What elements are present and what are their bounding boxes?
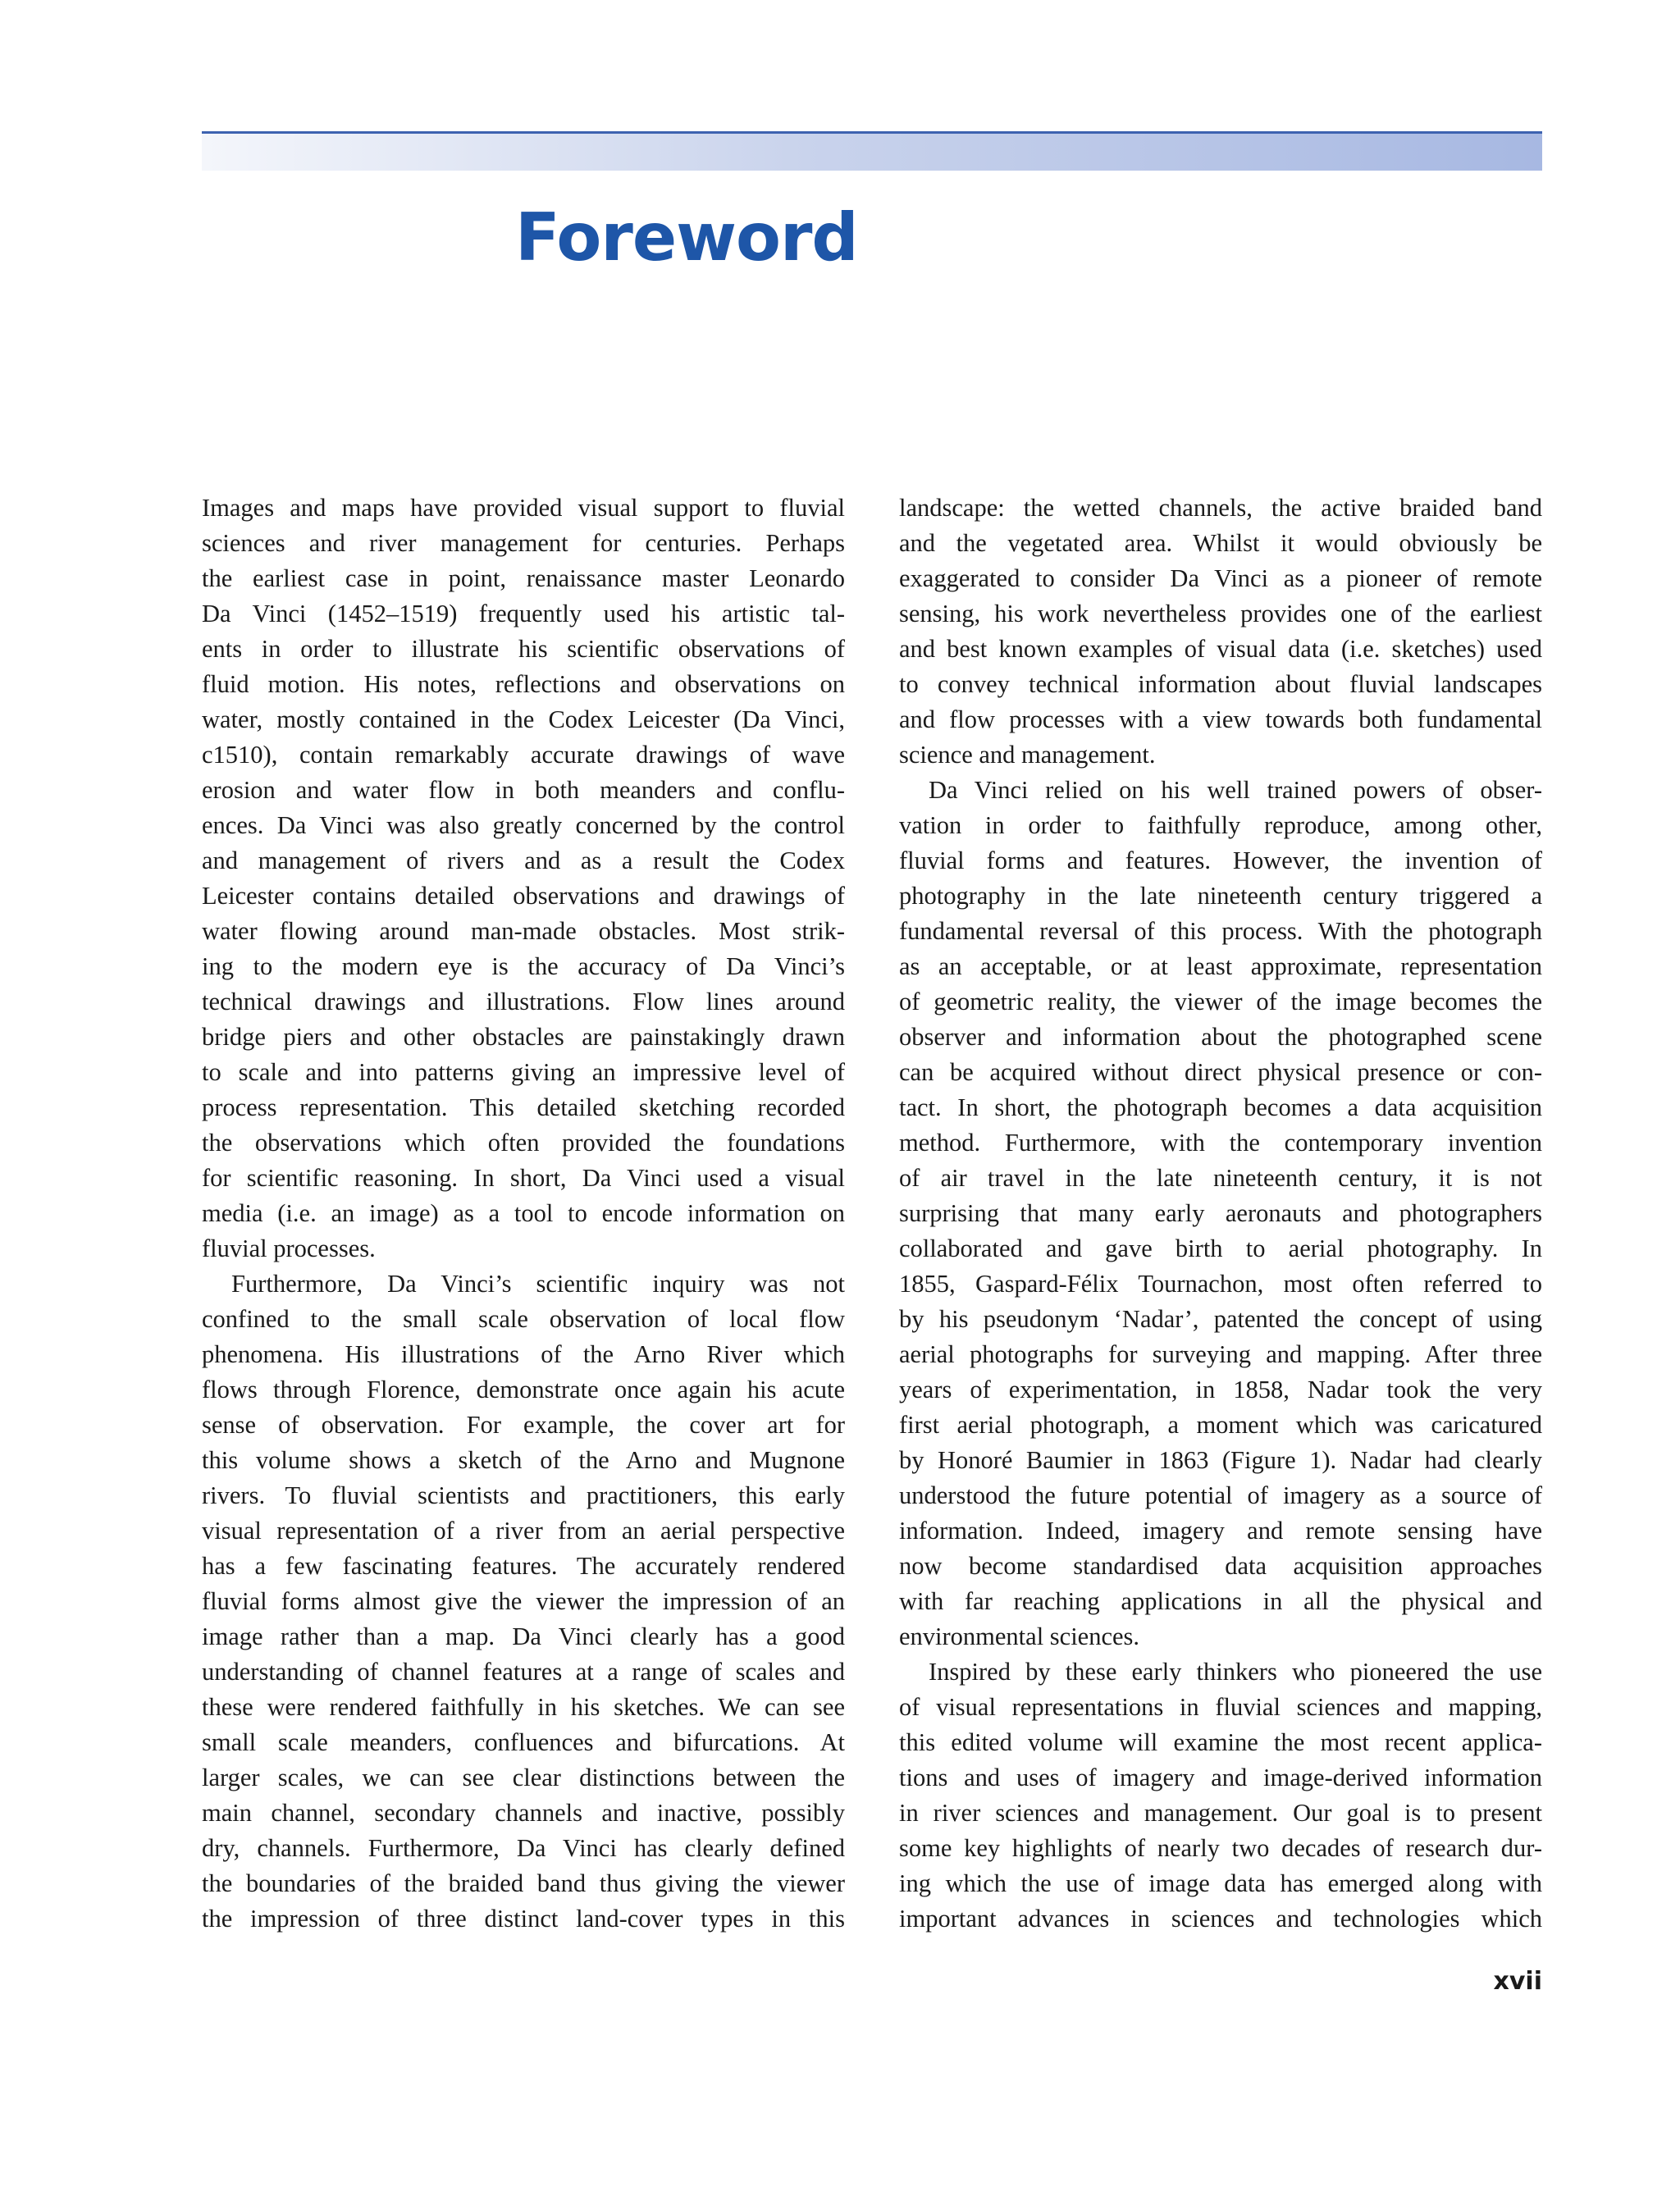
text-line: and flow processes with a view towards both fundamental: [899, 705, 1542, 733]
text-line: this volume shows a sketch of the Arno and Mugnone: [202, 1446, 845, 1474]
text-line: photography in the late nineteenth century triggered a: [899, 882, 1542, 910]
text-line: as an acceptable, or at least approximate, representation: [899, 952, 1542, 980]
text-line: ing which the use of image data has emerged along with: [899, 1869, 1542, 1897]
text-line: larger scales, we can see clear distinctions between the: [202, 1764, 845, 1791]
text-line: dry, channels. Furthermore, Da Vinci has clearly defined: [202, 1834, 845, 1862]
text-line: water flowing around man-made obstacles. Most strik-: [202, 917, 845, 945]
text-line: the earliest case in point, renaissance master Leonardo: [202, 564, 845, 592]
text-line: aerial photographs for surveying and mapping. After three: [899, 1340, 1542, 1368]
text-line: erosion and water flow in both meanders and conflu-: [202, 776, 845, 804]
text-line: information. Indeed, imagery and remote sensing have: [899, 1517, 1542, 1545]
text-line: confined to the small scale observation of local flow: [202, 1305, 845, 1333]
text-line: some key highlights of nearly two decades of research dur-: [899, 1834, 1542, 1862]
text-line: observer and information about the photographed scene: [899, 1023, 1542, 1051]
page-title: Foreword: [515, 199, 858, 276]
header-band: [202, 131, 1542, 171]
text-line: the boundaries of the braided band thus giving the viewer: [202, 1869, 845, 1897]
text-line: main channel, secondary channels and inactive, possibly: [202, 1799, 845, 1827]
text-line: to convey technical information about fluvial landscapes: [899, 670, 1542, 698]
page-number: xvii: [1493, 1967, 1542, 1996]
text-line: media (i.e. an image) as a tool to encode information on: [202, 1199, 845, 1227]
text-line: and the vegetated area. Whilst it would obviously be: [899, 529, 1542, 557]
text-line: for scientific reasoning. In short, Da Vinci used a visual: [202, 1164, 845, 1192]
text-line: to scale and into patterns giving an impressive level of: [202, 1058, 845, 1086]
text-line: vation in order to faithfully reproduce, among other,: [899, 811, 1542, 839]
text-line: by his pseudonym ‘Nadar’, patented the concept of using: [899, 1305, 1542, 1333]
text-line: fluid motion. His notes, reflections and observations on: [202, 670, 845, 698]
text-line: sensing, his work nevertheless provides one of the earliest: [899, 600, 1542, 628]
text-line: method. Furthermore, with the contemporary invention: [899, 1129, 1542, 1157]
text-line: image rather than a map. Da Vinci clearly has a good: [202, 1622, 845, 1650]
text-line: fundamental reversal of this process. With the photograph: [899, 917, 1542, 945]
text-line: of geometric reality, the viewer of the image becomes the: [899, 988, 1542, 1015]
text-line: important advances in sciences and technologies which: [899, 1905, 1542, 1933]
text-line: now become standardised data acquisition approaches: [899, 1552, 1542, 1580]
text-line: and management of rivers and as a result the Codex: [202, 847, 845, 874]
text-line: environmental sciences.: [899, 1622, 1140, 1650]
text-line: ences. Da Vinci was also greatly concerned by the control: [202, 811, 845, 839]
text-line: fluvial forms almost give the viewer the impression of an: [202, 1587, 845, 1615]
text-line: 1855, Gaspard-Félix Tournachon, most often referred to: [899, 1270, 1542, 1298]
text-line: years of experimentation, in 1858, Nadar took the very: [899, 1376, 1542, 1403]
text-line: sense of observation. For example, the cover art for: [202, 1411, 845, 1439]
text-line: the observations which often provided the foundations: [202, 1129, 845, 1157]
text-line: technical drawings and illustrations. Flow lines around: [202, 988, 845, 1015]
text-line: collaborated and gave birth to aerial photography. In: [899, 1234, 1542, 1262]
text-line: sciences and river management for centuries. Perhaps: [202, 529, 845, 557]
text-line: visual representation of a river from an aerial perspective: [202, 1517, 845, 1545]
left-column: [202, 491, 845, 1937]
text-line: phenomena. His illustrations of the Arno River which: [202, 1340, 845, 1368]
text-line: process representation. This detailed sketching recorded: [202, 1093, 845, 1121]
text-line: c1510), contain remarkably accurate drawings of wave: [202, 741, 845, 769]
text-line: by Honoré Baumier in 1863 (Figure 1). Nadar had clearly: [899, 1446, 1542, 1474]
text-line: science and management.: [899, 741, 1156, 769]
text-line: of air travel in the late nineteenth century, it is not: [899, 1164, 1542, 1192]
text-line: flows through Florence, demonstrate once again his acute: [202, 1376, 845, 1403]
text-line: understanding of channel features at a range of scales and: [202, 1658, 845, 1686]
text-line: tions and uses of imagery and image-derived information: [899, 1764, 1542, 1791]
text-line: Da Vinci (1452–1519) frequently used his artistic tal-: [202, 600, 845, 628]
text-line: the impression of three distinct land-cover types in this: [202, 1905, 845, 1933]
text-line: Leicester contains detailed observations and drawings of: [202, 882, 845, 910]
text-line: Furthermore, Da Vinci’s scientific inquiry was not: [231, 1270, 845, 1298]
text-line: ing to the modern eye is the accuracy of Da Vinci’s: [202, 952, 845, 980]
text-line: fluvial forms and features. However, the invention of: [899, 847, 1542, 874]
text-line: and best known examples of visual data (i.e. sketches) used: [899, 635, 1542, 663]
text-line: Da Vinci relied on his well trained powers of obser-: [929, 776, 1542, 804]
text-line: has a few fascinating features. The accurately rendered: [202, 1552, 845, 1580]
text-line: small scale meanders, confluences and bifurcations. At: [202, 1728, 845, 1756]
right-column: [899, 491, 1542, 1937]
text-line: fluvial processes.: [202, 1234, 376, 1262]
text-line: water, mostly contained in the Codex Leicester (Da Vinci,: [202, 705, 845, 733]
text-line: Inspired by these early thinkers who pioneered the use: [929, 1658, 1542, 1686]
text-line: in river sciences and management. Our goal is to present: [899, 1799, 1542, 1827]
text-line: this edited volume will examine the most recent applica-: [899, 1728, 1542, 1756]
text-line: rivers. To fluvial scientists and practitioners, this early: [202, 1481, 845, 1509]
text-line: with far reaching applications in all the physical and: [899, 1587, 1542, 1615]
text-line: can be acquired without direct physical presence or con-: [899, 1058, 1542, 1086]
text-line: Images and maps have provided visual support to fluvial: [202, 494, 845, 522]
text-line: landscape: the wetted channels, the active braided band: [899, 494, 1542, 522]
text-line: understood the future potential of imagery as a source of: [899, 1481, 1542, 1509]
text-line: surprising that many early aeronauts and photographers: [899, 1199, 1542, 1227]
text-line: first aerial photograph, a moment which was caricatured: [899, 1411, 1542, 1439]
text-line: tact. In short, the photograph becomes a data acquisition: [899, 1093, 1542, 1121]
text-line: exaggerated to consider Da Vinci as a pioneer of remote: [899, 564, 1542, 592]
text-line: of visual representations in fluvial sciences and mapping,: [899, 1693, 1542, 1721]
text-line: ents in order to illustrate his scientific observations of: [202, 635, 845, 663]
text-line: these were rendered faithfully in his sketches. We can see: [202, 1693, 845, 1721]
text-line: bridge piers and other obstacles are painstakingly drawn: [202, 1023, 845, 1051]
